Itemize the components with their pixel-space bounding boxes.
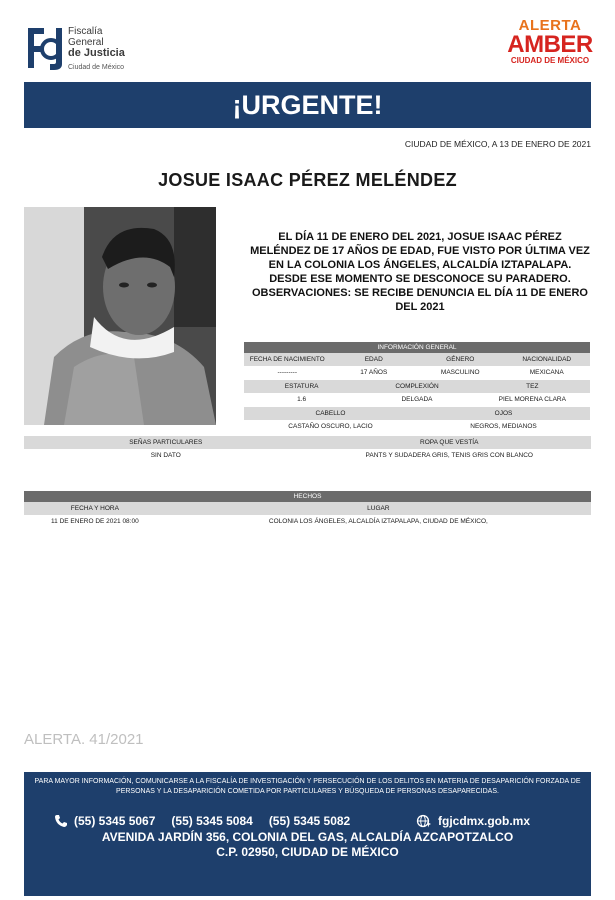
case-description	[250, 230, 590, 314]
person-name: JOSUE ISAAC PÉREZ MELÉNDEZ	[158, 170, 457, 190]
globe-icon	[416, 814, 432, 828]
fgj-emblem-icon	[24, 24, 64, 72]
value-hair: CASTAÑO OSCURO, LACIO	[288, 423, 373, 430]
info-value-row-1	[244, 366, 590, 380]
header-nationality: NACIONALIDAD	[522, 356, 572, 363]
info-header-row-3	[244, 407, 590, 420]
address-line-2: C.P. 02950, CIUDAD DE MÉXICO	[216, 845, 399, 859]
phone-1[interactable]: (55) 5345 5067	[74, 814, 156, 828]
header-distinguishing-marks: SEÑAS PARTICULARES	[129, 439, 203, 446]
info-header-row-1	[244, 353, 590, 366]
fgj-line4: Ciudad de México	[68, 64, 125, 71]
marks-clothing-table	[24, 436, 591, 463]
header-age: EDAD	[364, 356, 383, 363]
fgj-line3: de Justicia	[68, 47, 125, 59]
info-value-row-2	[244, 393, 590, 407]
info-header-row-2	[244, 380, 590, 393]
facts-table	[24, 491, 591, 529]
facts-header-row	[24, 502, 591, 515]
value-build: DELGADA	[401, 396, 433, 403]
portrait-image	[24, 207, 216, 425]
value-birthdate: ---------	[277, 369, 297, 376]
footer-note: PARA MAYOR INFORMACIÓN, COMUNICARSE A LA FISCALÍA DE INVESTIGACIÓN Y PERSECUCIÓN DE LOS DELITOS EN MATERIA DE DESAPARICIÓN FORZADA DE PERSONAS Y LA DESAPARICIÓN COMETIDA POR PARTICULARES Y BÚSQUEDA DE PERSONAS DESAPARECIDAS.	[34, 778, 581, 795]
header-place: LUGAR	[367, 505, 390, 512]
value-complexion: PIEL MORENA CLARA	[498, 396, 566, 403]
header-eyes: OJOS	[494, 410, 513, 417]
fgj-logo	[24, 22, 134, 78]
facts-title: HECHOS	[24, 491, 591, 502]
amber-line2: AMBER	[507, 31, 593, 58]
header-clothing: ROPA QUE VESTÍA	[420, 439, 479, 446]
phone-icon	[54, 814, 68, 828]
phone-2[interactable]: (55) 5345 5084	[171, 814, 253, 828]
header-complexion: TEZ	[526, 383, 539, 390]
header-gender: GÉNERO	[446, 356, 475, 363]
header-date-time: FECHA Y HORA	[70, 505, 119, 512]
header-build: COMPLEXIÓN	[395, 383, 439, 390]
website-link[interactable]: fgjcdmx.gob.mx	[438, 814, 531, 828]
fgj-line2: General	[68, 37, 104, 48]
header-height: ESTATURA	[284, 383, 319, 390]
urgent-banner: ¡URGENTE!	[24, 82, 591, 128]
value-age: 17 AÑOS	[360, 369, 388, 376]
fgj-line1: Fiscalía	[68, 26, 103, 37]
value-place: COLONIA LOS ÁNGELES, ALCALDÍA IZTAPALAPA, CIUDAD DE MÉXICO,	[268, 518, 488, 525]
value-eyes: NEGROS, MEDIANOS	[470, 423, 537, 430]
phone-3[interactable]: (55) 5345 5082	[268, 814, 351, 828]
description-text: EL DÍA 11 DE ENERO DEL 2021, JOSUE ISAAC PÉREZ MELÉNDEZ DE 17 AÑOS DE EDAD, FUE VISTO POR ÚLTIMA VEZ EN LA COLONIA LOS ÁNGELES, ALCALDÍA IZTAPALAPA. DESDE ESE MOMENTO SE DESCONOCE SU PARADERO.	[250, 231, 590, 285]
value-clothing: PANTS Y SUDADERA GRIS, TENIS GRIS CON BLANCO	[365, 452, 533, 459]
amber-line3: CIUDAD DE MÉXICO	[510, 56, 590, 65]
header-birthdate: FECHA DE NACIMIENTO	[249, 356, 325, 363]
value-height: 1.6	[297, 396, 307, 403]
amber-line1: ALERTA	[518, 17, 582, 34]
value-date-time: 11 DE ENERO DE 2021 08:00	[51, 518, 139, 525]
marks-header-row	[24, 436, 591, 449]
contact-footer	[24, 772, 591, 896]
fgj-text	[68, 26, 125, 73]
header-hair: CABELLO	[315, 410, 346, 417]
website[interactable]	[416, 814, 530, 828]
general-info-table	[244, 342, 590, 434]
facts-value-row	[24, 515, 591, 529]
info-value-row-3	[244, 420, 590, 434]
observations-text: OBSERVACIONES: SE RECIBE DENUNCIA EL DÍA 11 DE ENERO DEL 2021	[252, 287, 588, 313]
alerta-amber-logo	[505, 18, 595, 78]
value-nationality: MEXICANA	[529, 369, 564, 376]
marks-value-row	[24, 449, 591, 463]
person-photo	[24, 207, 216, 425]
alert-number: ALERTA. 41/2021	[24, 731, 144, 748]
address-line-1: AVENIDA JARDÍN 356, COLONIA DEL GAS, ALCALDÍA AZCAPOTZALCO	[101, 830, 514, 844]
date-line: CIUDAD DE MÉXICO, A 13 DE ENERO DE 2021	[404, 139, 591, 149]
phone-list	[54, 814, 366, 828]
general-info-title: INFORMACIÓN GENERAL	[244, 342, 590, 353]
value-gender: MASCULINO	[440, 369, 480, 376]
value-distinguishing-marks: SIN DATO	[150, 452, 181, 459]
